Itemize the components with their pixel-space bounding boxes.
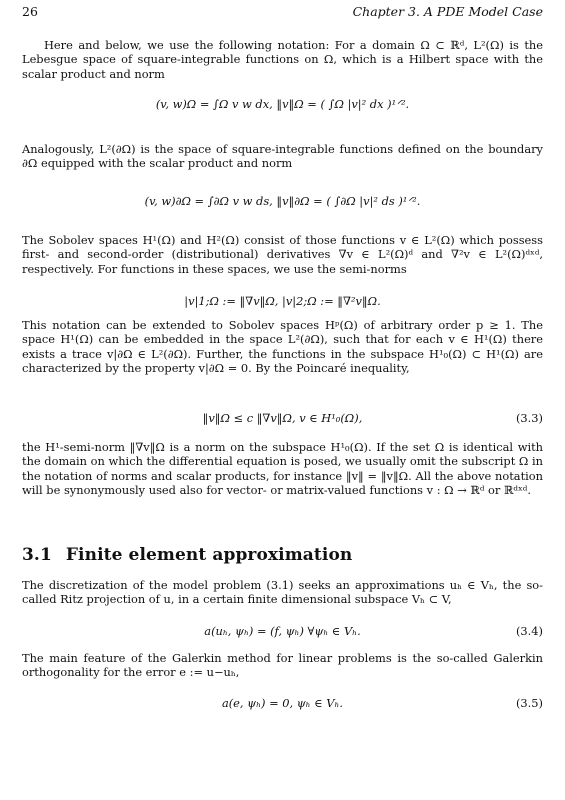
equation-boundary-norm: (v, w)∂Ω = ∫∂Ω v w ds, ‖v‖∂Ω = ( ∫∂Ω |v|² ds )¹ᐟ². <box>144 194 421 208</box>
equation-number-3-4: (3.4) <box>515 624 543 638</box>
page-number: 26 <box>22 4 38 19</box>
paragraph-discretization: The discretization of the model problem (3.1) seeks an approximations uₕ ∈ Vₕ, the so-called Ritz projection of u, in a certain finite dimensional subspace Vₕ ⊂ V, <box>22 578 543 607</box>
equation-poincare: ‖v‖Ω ≤ c ‖∇v‖Ω, v ∈ H¹₀(Ω), <box>202 411 363 425</box>
paragraph-sobolev-spaces: The Sobolev spaces H¹(Ω) and H²(Ω) consist of those functions v ∈ L²(Ω) which possess first- and second-order (distributional) derivatives ∇v ∈ L²(Ω)ᵈ and ∇²v ∈ L²(Ω)ᵈˣᵈ, respectively. For functions in these spaces, we use the semi-norms <box>22 233 543 276</box>
section-title: Finite element approximation <box>65 545 353 565</box>
equation-galerkin: a(uₕ, ψₕ) = (f, ψₕ) ∀ψₕ ∈ Vₕ. <box>204 624 361 638</box>
paragraph-galerkin-orthogonality: The main feature of the Galerkin method for linear problems is the so-called Galerkin orthogonality for the error e := u−uₕ, <box>22 651 543 680</box>
running-head: Chapter 3. A PDE Model Case <box>352 4 543 19</box>
paragraph-trace: This notation can be extended to Sobolev spaces Hᵖ(Ω) of arbitrary order p ≥ 1. The space H¹(Ω) can be embedded in the space L²(∂Ω), such that for each v ∈ H¹(Ω) there exists a trace v|∂Ω ∈ L²(∂Ω). Further, the functions in the subspace H¹₀(Ω) ⊂ H¹(Ω) are characterized by the property v|∂Ω = 0. By the Poincaré inequality, <box>22 318 543 375</box>
paragraph-semi-norm: the H¹-semi-norm ‖∇v‖Ω is a norm on the subspace H¹₀(Ω). If the set Ω is identical with the domain on which the differential equation is posed, we usually omit the subscript Ω in the notation of norms and scalar products, for instance ‖v‖ = ‖v‖Ω. All the above notation will be synonymously used also for vector- or matrix-valued functions v : Ω → ℝᵈ or ℝᵈˣᵈ. <box>22 440 543 497</box>
equation-semi-norms: |v|1;Ω := ‖∇v‖Ω, |v|2;Ω := ‖∇²v‖Ω. <box>184 294 381 308</box>
paragraph-notation: Here and below, we use the following notation: For a domain Ω ⊂ ℝᵈ, L²(Ω) is the Lebesgue space of square-integrable functions on Ω, which is a Hilbert space with the scalar product and norm <box>22 38 543 81</box>
equation-l2-norm: (v, w)Ω = ∫Ω v w dx, ‖v‖Ω = ( ∫Ω |v|² dx )¹ᐟ². <box>155 97 410 111</box>
section-number: 3.1 <box>22 545 52 565</box>
equation-number-3-3: (3.3) <box>515 411 543 425</box>
page-header <box>22 4 543 20</box>
section-heading <box>22 545 352 565</box>
paragraph-boundary-space: Analogously, L²(∂Ω) is the space of square-integrable functions defined on the boundary ∂Ω equipped with the scalar product and norm <box>22 142 543 171</box>
equation-number-3-5: (3.5) <box>515 696 543 710</box>
equation-orthogonality: a(e, ψₕ) = 0, ψₕ ∈ Vₕ. <box>221 696 344 710</box>
